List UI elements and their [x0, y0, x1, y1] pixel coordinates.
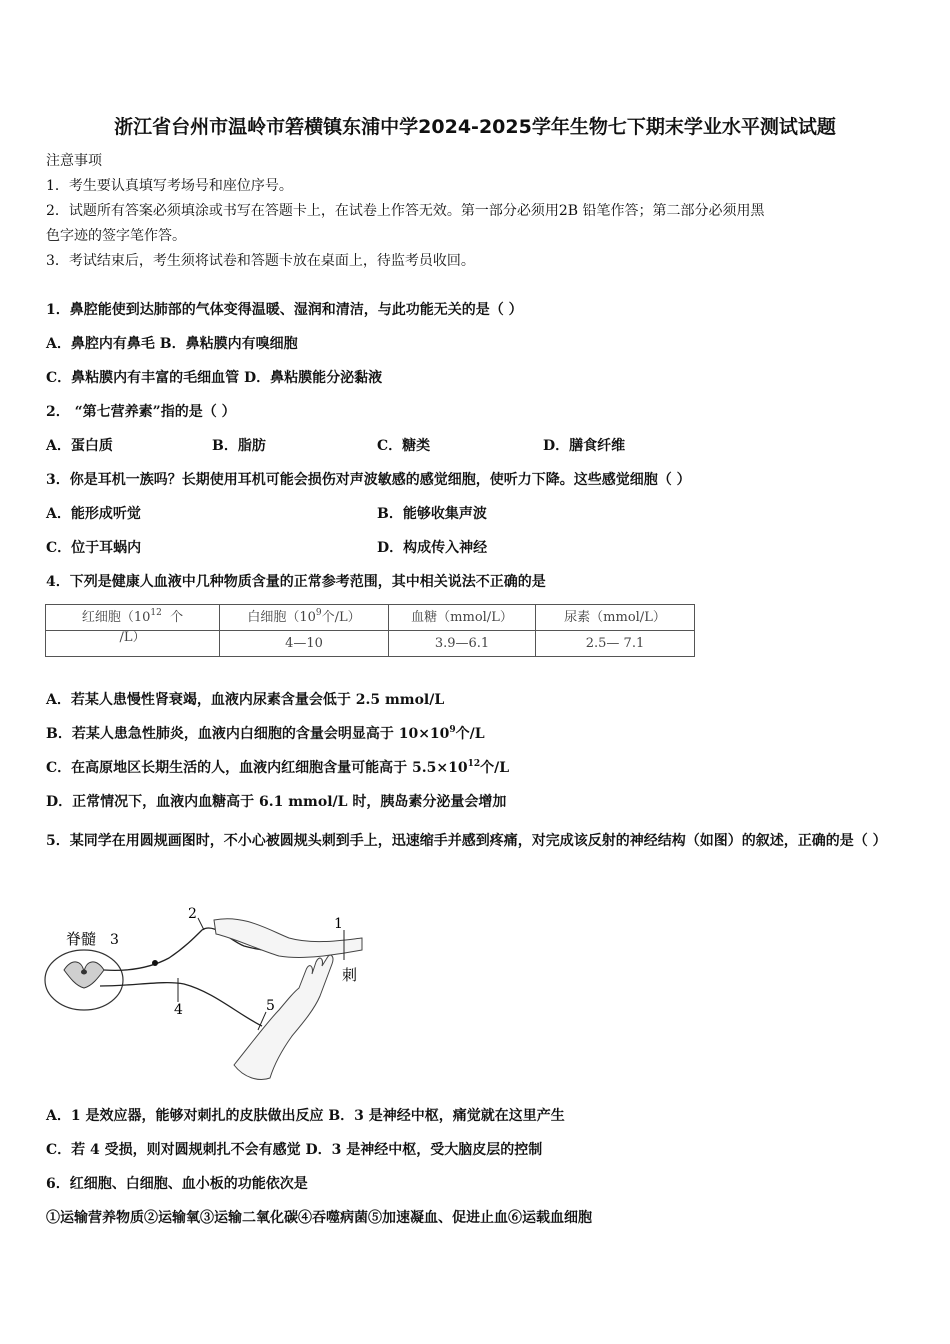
- question-2-option-d: D．膳食纤维: [543, 438, 626, 454]
- question-6-stem: 6．红细胞、白细胞、血小板的功能依次是: [46, 1176, 308, 1192]
- table-header-cell: 白细胞（$10^9$个/L）: [220, 605, 389, 631]
- question-1-options-ab: A．鼻腔内有鼻毛 B．鼻粘膜内有嗅细胞: [46, 336, 298, 352]
- label-stab: 刺: [342, 966, 358, 984]
- exam-title: 浙江省台州市温岭市箬横镇东浦中学2024-2025学年生物七下期末学业水平测试试题: [114, 116, 836, 138]
- label-spinal-cord: 脊髓: [66, 930, 97, 948]
- question-3-stem: 3．你是耳机一族吗？长期使用耳机可能会损伤对声波敏感的感觉细胞，使听力下降。这些感觉细胞（ ）: [46, 472, 691, 488]
- question-3-option-c: C．位于耳蜗内: [46, 540, 142, 556]
- label-2: 2: [188, 906, 197, 922]
- question-2-stem: 2． “第七营养素”指的是（ ）: [46, 404, 236, 420]
- question-4-option-a: A．若某人患慢性肾衰竭，血液内尿素含量会低于 2.5 mmol/L: [46, 692, 445, 708]
- question-4-option-d: D．正常情况下，血液内血糖高于 6.1 mmol/L 时，胰岛素分泌量会增加: [46, 794, 507, 810]
- reference-range-table: [45, 604, 695, 657]
- notice-item: 1．考生要认真填写考场号和座位序号。: [46, 178, 293, 194]
- ganglion-dot: [152, 960, 158, 966]
- label-4: 4: [174, 1002, 183, 1018]
- question-6-choices: ①运输营养物质②运输氧③运输二氧化碳④吞噬病菌⑤加速凝血、促进止血⑥运载血细胞: [46, 1210, 592, 1226]
- notice-item: 色字迹的签字笔作答。: [46, 228, 186, 244]
- question-2-option-c: C．糖类: [377, 438, 431, 454]
- question-4-stem: 4．下列是健康人血液中几种物质含量的正常参考范围，其中相关说法不正确的是: [46, 574, 546, 590]
- table-cell: 2.5— 7.1: [536, 631, 695, 657]
- question-5-options-ab: A．1 是效应器，能够对刺扎的皮肤做出反应 B．3 是神经中枢，痛觉就在这里产生: [46, 1108, 565, 1124]
- label-1: 1: [334, 916, 343, 932]
- table-header-cell: 红细胞（$10^{12}$ 个: [46, 605, 220, 631]
- question-2-option-b: B．脂肪: [212, 438, 266, 454]
- table-cell: 4—10: [220, 631, 389, 657]
- table-cell: 3.9—6.1: [389, 631, 536, 657]
- label-3: 3: [110, 932, 119, 948]
- table-row: [46, 631, 695, 657]
- label-5: 5: [266, 998, 275, 1014]
- question-5-stem: 5．某同学在用圆规画图时，不小心被圆规头刺到手上，迅速缩手并感到疼痛，对完成该反射的神经结构（如图）的叙述，正确的是（ ）: [46, 833, 887, 849]
- question-3-option-a: A．能形成听觉: [46, 506, 141, 522]
- table-header-cell: 血糖（mmol/L）: [389, 605, 536, 631]
- table-cell: /L）: [46, 631, 220, 657]
- notice-heading: 注意事项: [46, 153, 102, 169]
- question-3-option-d: D．构成传入神经: [377, 540, 488, 556]
- question-3-option-b: B．能够收集声波: [377, 506, 487, 522]
- reflex-arc-figure: [44, 900, 364, 1090]
- table-header-row: [46, 605, 695, 631]
- label-2-leader: [198, 918, 204, 930]
- notice-item: 2．试题所有答案必须填涂或书写在答题卡上，在试卷上作答无效。第一部分必须用2B 铅笔作答；第二部分必须用黑: [46, 203, 765, 219]
- question-1-stem: 1．鼻腔能使到达肺部的气体变得温暖、湿润和清洁，与此功能无关的是（ ）: [46, 302, 523, 318]
- question-1-options-cd: C．鼻粘膜内有丰富的毛细血管 D．鼻粘膜能分泌黏液: [46, 370, 383, 386]
- question-4-option-c: C．在高原地区长期生活的人，血液内红细胞含量可能高于 $5.5\times 10^{12}$个/L: [46, 759, 510, 776]
- table-header-cell: 尿素（mmol/L）: [536, 605, 695, 631]
- question-2-option-a: A．蛋白质: [46, 438, 113, 454]
- question-5-options-cd: C．若 4 受损，则对圆规刺扎不会有感觉 D．3 是神经中枢，受大脑皮层的控制: [46, 1142, 543, 1158]
- hand-outline: [234, 955, 333, 1079]
- question-4-option-b: B．若某人患急性肺炎，血液内白细胞的含量会明显高于 $10\times 10^9$个/L: [46, 725, 485, 742]
- central-canal: [81, 970, 87, 975]
- notice-item: 3．考试结束后，考生须将试卷和答题卡放在桌面上，待监考员收回。: [46, 253, 475, 269]
